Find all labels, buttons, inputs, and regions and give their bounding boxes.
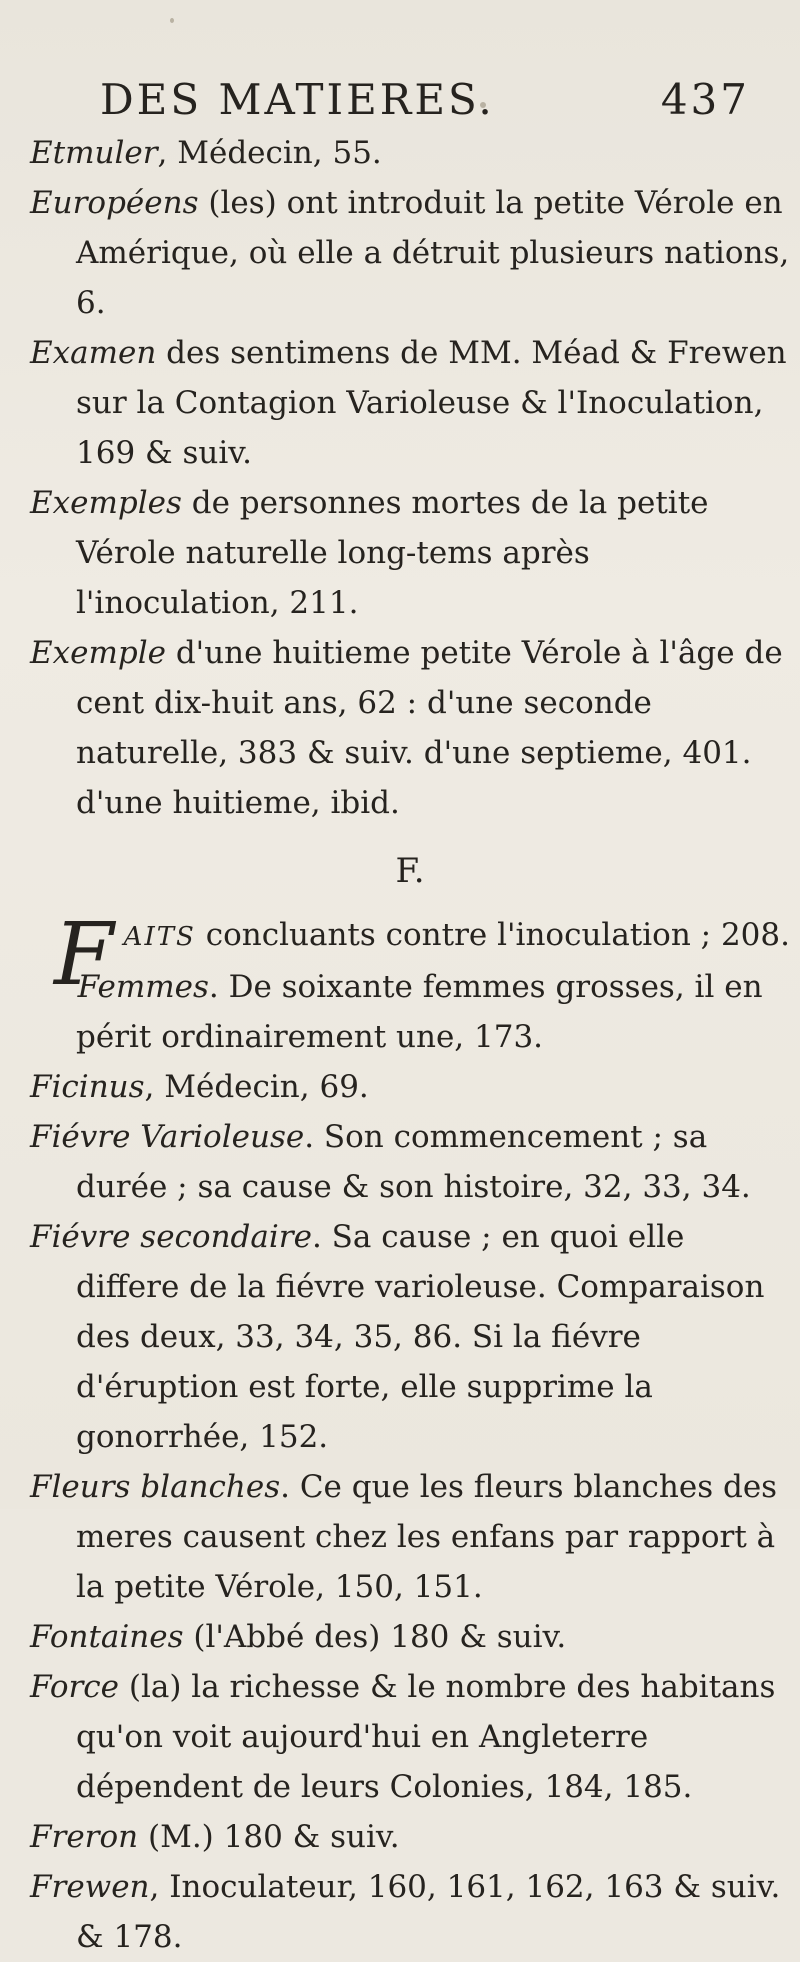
index-entry: Fiévre Varioleuse. Son commencement ; sa durée ; sa cause & son histoire, 32, 33, 34. [30, 1119, 751, 1205]
index-entry: Européens (les) ont introduit la petite Vérole en Amérique, où elle a détruit plusieurs nations, 6. [30, 185, 790, 321]
index-entry: Ficinus, Médecin, 69. [30, 1069, 369, 1105]
running-header [100, 72, 790, 128]
index-entry: Force (la) la richesse & le nombre des habitans qu'on voit aujourd'hui en Angleterre dépendent de leurs Colonies, 184, 185. [30, 1669, 776, 1805]
index-entry: Examen des sentimens de MM. Méad & Frewen sur la Contagion Varioleuse & l'Inoculation, 169 & suiv. [30, 335, 787, 471]
section-letter: F. [395, 851, 425, 891]
index-entry: Femmes. De soixante femmes grosses, il en périt ordinairement une, 173. [76, 969, 763, 1055]
drop-capital: F [54, 905, 114, 1005]
index-entry: Etmuler, Médecin, 55. [30, 135, 382, 171]
index-entry: Fontaines (l'Abbé des) 180 & suiv. [30, 1619, 567, 1655]
index-entry: Freron (M.) 180 & suiv. [30, 1819, 400, 1855]
dropcap-entry: FAITS concluants contre l'inoculation ; 208. [54, 905, 790, 1005]
index-entry: Frewen, Inoculateur, 160, 161, 162, 163 & suiv. & 178. [30, 1869, 781, 1955]
index-entry: Exemples de personnes mortes de la petite Vérole naturelle long-tems après l'inoculation, 211. [30, 485, 709, 621]
index-entries [30, 128, 790, 1962]
index-entry: Exemple d'une huitieme petite Vérole à l'âge de cent dix-huit ans, 62 : d'une seconde naturelle, 383 & suiv. d'une septieme, 401. d'une huitieme, ibid. [30, 635, 783, 821]
index-entry: Fiévre secondaire. Sa cause ; en quoi elle differe de la fiévre varioleuse. Comparaison des deux, 33, 34, 35, 86. Si la fiévre d'éruption est forte, elle supprime la gonorrhée, 152. [30, 1219, 765, 1455]
running-title: DES MATIERES. [100, 75, 495, 124]
ink-speck [170, 18, 174, 23]
index-entry: Fleurs blanches. Ce que les fleurs blanches des meres causent chez les enfans par rapport à la petite Vérole, 150, 151. [30, 1469, 778, 1605]
page-number: 437 [660, 75, 750, 124]
